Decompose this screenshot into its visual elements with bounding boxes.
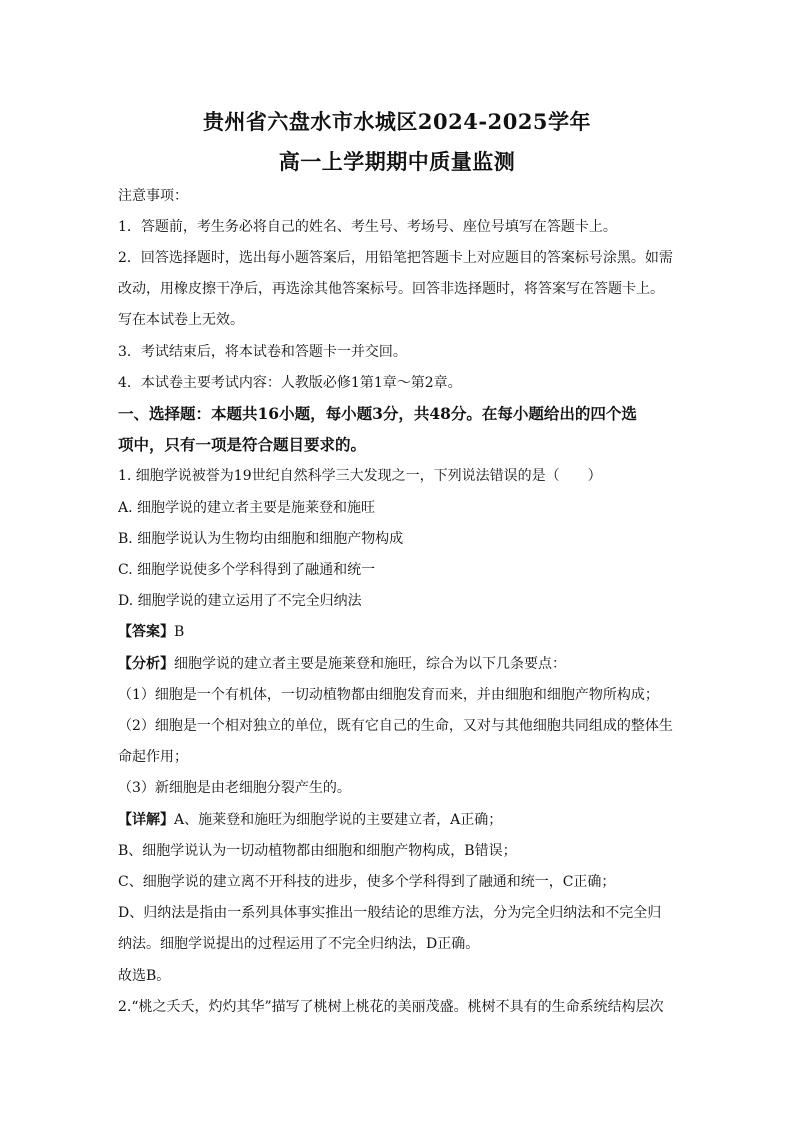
detail-line: B、细胞学说认为一切动植物都由细胞和细胞产物构成，B错误； [118,843,517,859]
question-1-option-b: B. 细胞学说认为生物均由细胞和细胞产物构成 [118,531,404,547]
answer-value: B [174,624,185,640]
detail-text: A、施莱登和施旺为细胞学说的主要建立者，A正确； [174,812,503,828]
analysis-point: （3）新细胞是由老细胞分裂产生的。 [118,780,351,796]
analysis-line [118,654,678,674]
analysis-point: （1）细胞是一个有机体，一切动植物都由细胞发育而来，并由细胞和细胞产物所构成； [118,687,659,703]
analysis-text: 细胞学说的建立者主要是施莱登和施旺，综合为以下几条要点： [174,656,566,672]
question-2-stem: 2.“桃之夭夭，灼灼其华”描写了桃树上桃花的美丽茂盛。桃树不具有的生命系统结构层次 [118,999,664,1015]
question-1-option-a: A. 细胞学说的建立者主要是施莱登和施旺 [118,500,376,516]
detail-line: D、归纳法是指由一系列具体事实推出一般结论的思维方法，分为完全归纳法和不完全归 [118,905,662,921]
analysis-tag: 【分析】 [118,656,174,672]
answer-line [118,622,678,642]
notice-heading: 注意事项： [118,188,188,204]
page-title-line2: 高一上学期期中质量监测 [278,149,516,174]
detail-line: C、细胞学说的建立离不开科技的进步，使多个学科得到了融通和统一，C正确； [118,874,616,890]
detail-tag: 【详解】 [118,812,174,828]
notice-item: 3．考试结束后，将本试卷和答题卡一并交回。 [118,344,407,360]
detail-line [118,810,678,830]
notice-item: 改动，用橡皮擦干净后，再选涂其他答案标号。回答非选择题时，将答案写在答题卡上。 [118,281,664,297]
answer-tag: 【答案】 [118,624,174,640]
notice-item: 1．答题前，考生务必将自己的姓名、考生号、考场号、座位号填写在答题卡上。 [118,219,617,235]
notice-item: 写在本试卷上无效。 [118,312,244,328]
question-1-option-d: D. 细胞学说的建立运用了不完全归纳法 [118,593,362,609]
notice-item: 4．本试卷主要考试内容：人教版必修1第1章～第2章。 [118,375,462,391]
detail-conclusion: 故选B。 [118,968,171,984]
question-1-stem: 1. 细胞学说被誉为19世纪自然科学三大发现之一，下列说法错误的是（ ） [118,468,602,484]
section-heading: 一、选择题：本题共16小题，每小题3分，共48分。在每小题给出的四个选 [118,404,637,423]
analysis-point: （2）细胞是一个相对独立的单位，既有它自己的生命，又对与其他细胞共同组成的整体生 [118,718,673,734]
detail-line: 纳法。细胞学说提出的过程运用了不完全归纳法，D正确。 [118,936,480,952]
analysis-point: 命起作用； [118,749,188,765]
notice-item: 2．回答选择题时，选出每小题答案后，用铅笔把答题卡上对应题目的答案标号涂黑。如需 [118,250,673,266]
question-1-option-c: C. 细胞学说使多个学科得到了融通和统一 [118,562,376,578]
page-title-line1: 贵州省六盘水市水城区2024-2025学年 [202,109,592,134]
section-heading-cont: 项中，只有一项是符合题目要求的。 [118,435,367,454]
